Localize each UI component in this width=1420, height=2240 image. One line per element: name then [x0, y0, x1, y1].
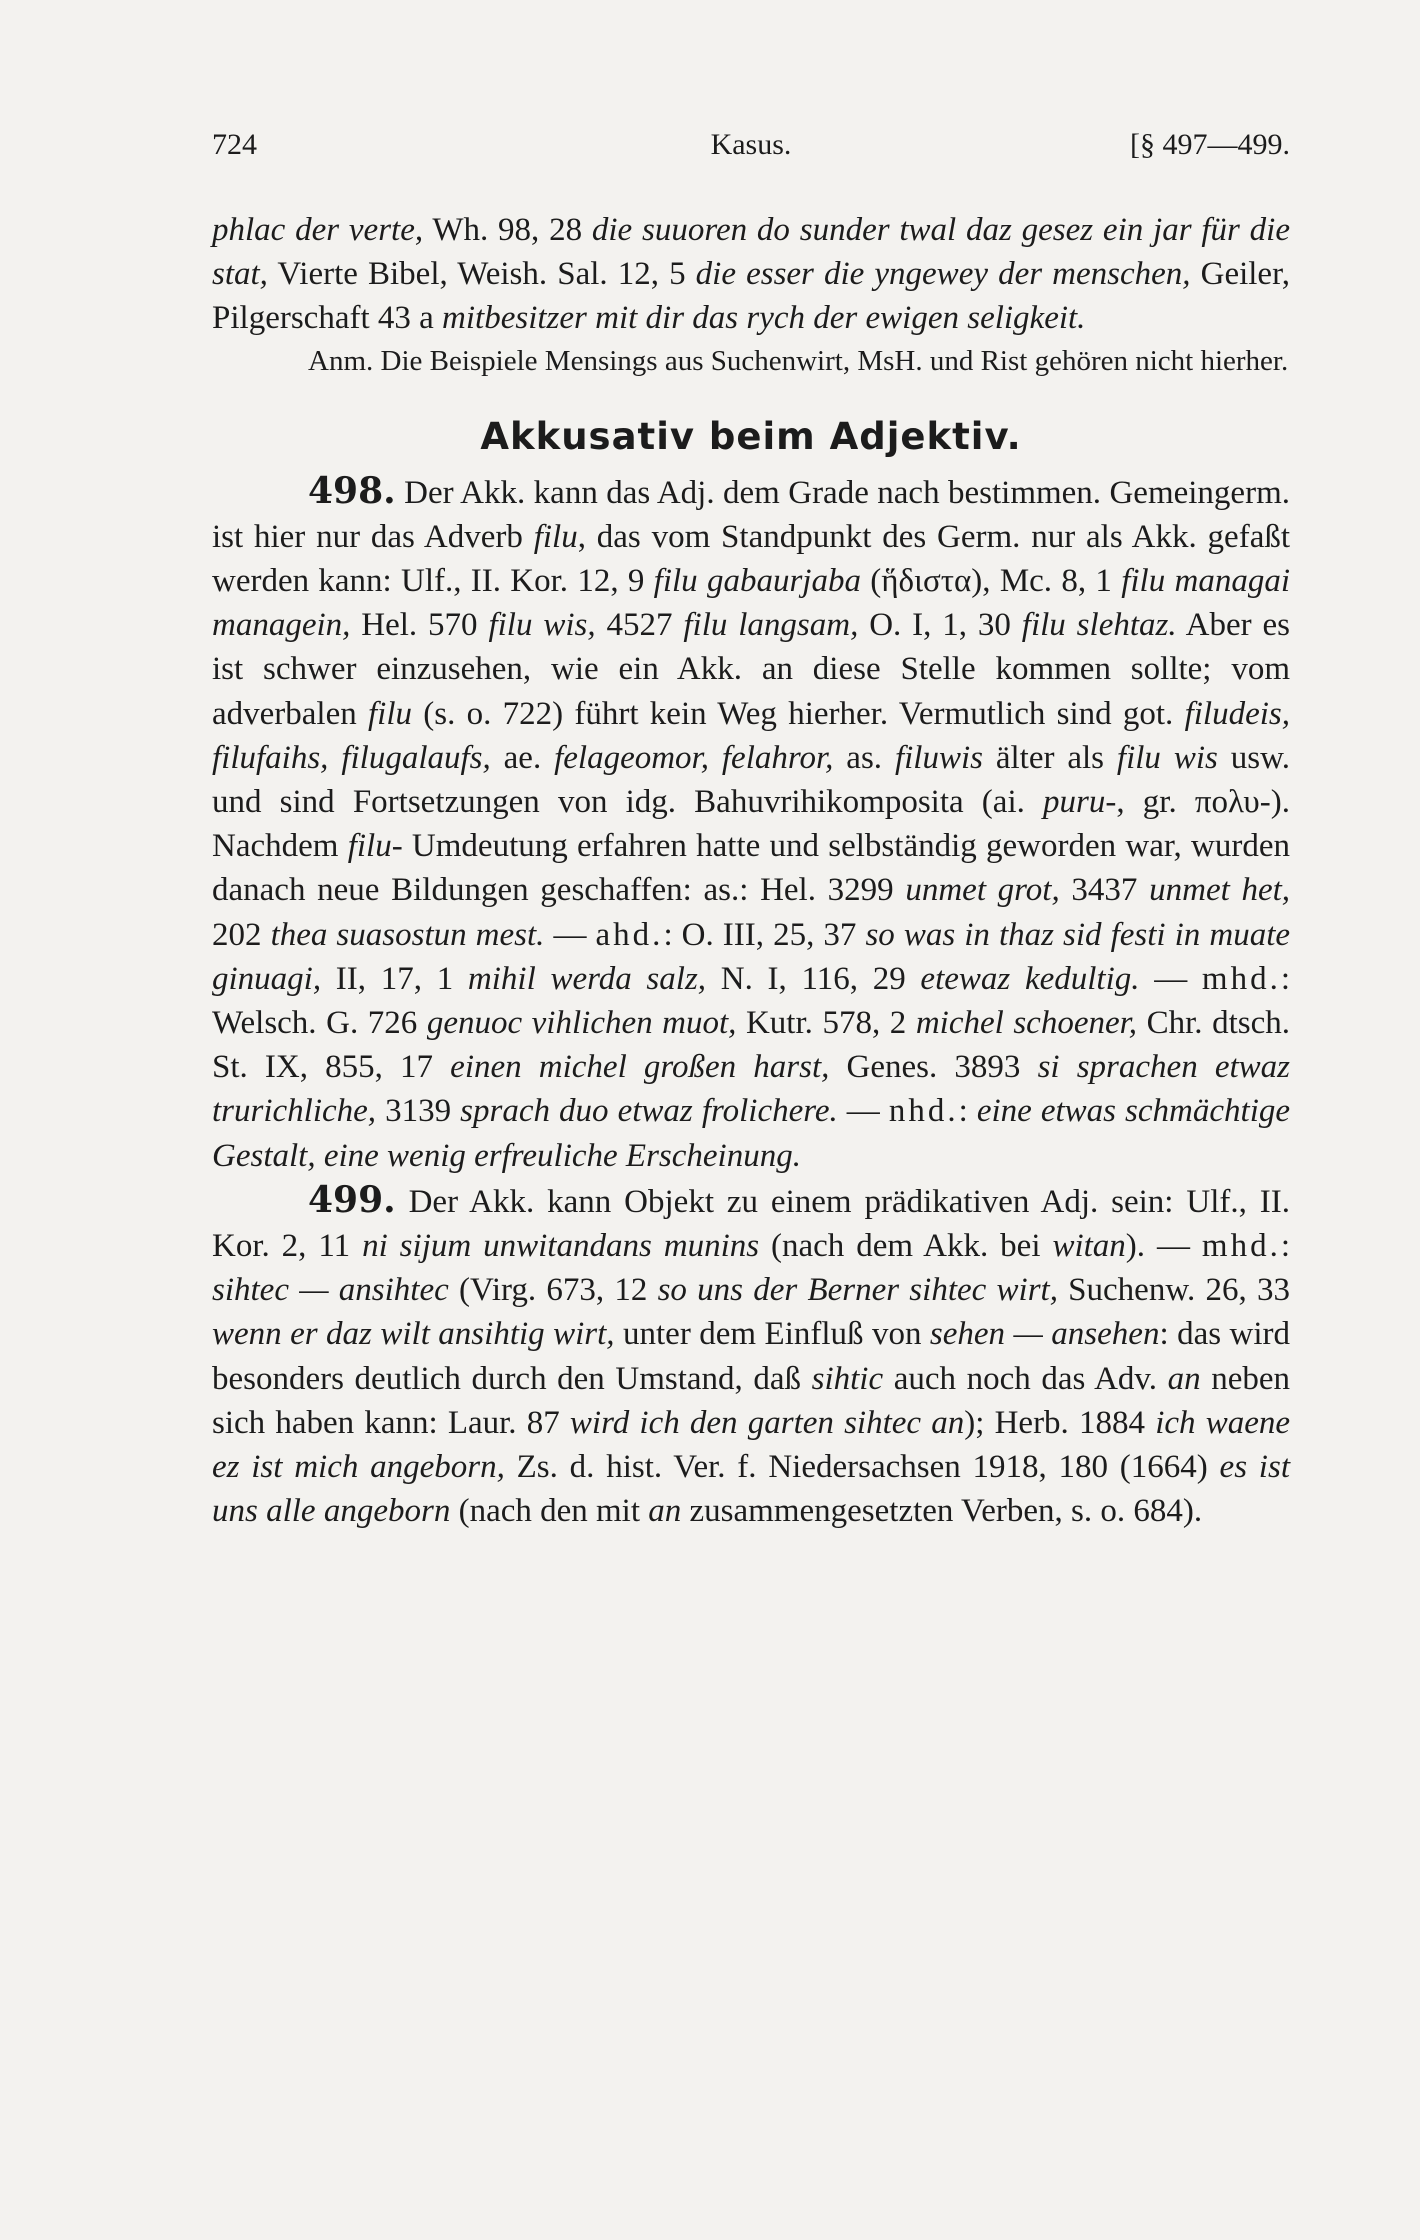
italic-run: filu langsam, — [683, 607, 859, 644]
italic-run: genuoc vihlichen muot, — [426, 1005, 737, 1042]
intro-ref: Wh. 98, 28 — [423, 212, 592, 248]
text-run: O. I, 1, 30 — [858, 607, 1022, 644]
italic-run: sehen — ansehen — [929, 1316, 1160, 1353]
italic-run: filu slehtaz. — [1021, 607, 1177, 644]
italic-run: si sprachen etwaz trurichliche, — [212, 1049, 1291, 1130]
spaced-run: ahd. — [595, 916, 664, 953]
italic-run: filu — [533, 518, 578, 555]
text-run: ae. — [490, 739, 555, 776]
text-run: , gr. πολυ-). Nachdem — [212, 784, 1290, 865]
text-run: Zs. d. hist. Ver. f. Niedersachsen 1918, 180 (1664) — [504, 1449, 1220, 1486]
italic-run: filu managai managein, — [212, 563, 1290, 644]
intro-ref: Vierte Bibel, Weish. Sal. 12, 5 — [267, 256, 696, 293]
italic-run: so was in thaz sid festi in muate ginuagi, — [212, 916, 1291, 997]
text-run: (nach dem Akk. bei — [759, 1228, 1053, 1265]
italic-run: felageomor, felahror, — [554, 739, 834, 776]
text-run: as. — [833, 739, 895, 776]
italic-run: sprach duo etwaz frolichere. — [460, 1093, 838, 1130]
italic-run: filu — [368, 695, 413, 732]
italic-run: wird ich den garten sihtec an — [569, 1404, 965, 1441]
text-run: 202 — [212, 916, 271, 953]
text-run: : das wird besonders deutlich durch den Umstand, daß — [212, 1316, 1291, 1397]
text-run: : — [958, 1093, 977, 1130]
text-run: älter als — [982, 739, 1117, 776]
text-run: Hel. 570 — [350, 607, 489, 644]
section-heading: Akkusativ beim Adjektiv. — [480, 414, 1022, 458]
running-title: Kasus. — [710, 128, 792, 161]
section-range: [§ 497—499. — [1130, 128, 1290, 161]
page-body — [212, 208, 1290, 1533]
italic-run: an — [1167, 1360, 1201, 1397]
italic-run: es ist uns alle angeborn — [212, 1449, 1290, 1530]
text-run: zusammengesetzten Verben, s. o. 684). — [681, 1493, 1203, 1530]
text-run: 4527 — [595, 607, 684, 644]
paragraph-number: 498. — [308, 469, 396, 512]
intro-quote: die esser die yngewey der menschen, — [695, 256, 1191, 293]
italic-run: sihtic — [811, 1360, 884, 1397]
italic-run: unmet grot, — [905, 872, 1060, 909]
italic-run: einen michel großen harst, — [450, 1049, 830, 1086]
text-run: Aber es ist schwer einzusehen, wie ein Akk. an diese Stelle kommen sollte; vom adverbalen — [212, 607, 1290, 732]
italic-run: eine etwas schmächtige Gestalt, eine wenig erfreuliche Erscheinung. — [212, 1093, 1291, 1174]
paragraph-498 — [212, 469, 1290, 1178]
text-run: 3139 — [376, 1093, 461, 1130]
spaced-run: mhd. — [1201, 1228, 1281, 1265]
italic-run: michel schoener, — [915, 1005, 1138, 1042]
paragraph-499 — [212, 1178, 1290, 1534]
text-run: 3437 — [1059, 872, 1150, 909]
text-run: (ἥδιστα), Mc. 8, 1 — [860, 563, 1122, 600]
intro-quote: die suuoren do sunder twal daz gesez ein jar für die stat, — [212, 212, 1290, 293]
spaced-run: mhd. — [1201, 960, 1281, 997]
intro-quote: mitbesitzer mit dir das rych der ewigen seligkeit. — [442, 300, 1086, 337]
intro-quote: phlac der verte, — [212, 212, 424, 248]
text-run: Genes. 3893 — [829, 1049, 1038, 1086]
italic-run: filu wis — [1116, 739, 1218, 776]
paragraph-number: 499. — [308, 1178, 396, 1221]
italic-run: so uns der Berner sihtec wirt, — [657, 1272, 1058, 1309]
annotation-note: Anm. Die Beispiele Mensings aus Suchenwirt, MsH. und Rist gehören nicht hierher. — [308, 344, 1289, 377]
text-run: Kutr. 578, 2 — [736, 1005, 916, 1042]
italic-run: filuwis — [894, 739, 983, 776]
text-run: Umdeutung erfahren hatte und selbständig geworden war, wurden danach neue Bildungen geschaffen: as.: Hel. 3299 — [212, 828, 1290, 909]
text-run: : — [1280, 1228, 1290, 1265]
spaced-run: nhd. — [888, 1093, 959, 1130]
text-run: — — [837, 1093, 889, 1130]
text-run: (nach den mit — [450, 1493, 649, 1530]
italic-run: filu- — [347, 828, 403, 865]
text-run: II, 17, 1 — [321, 960, 468, 997]
text-run: unter dem Einfluß von — [614, 1316, 930, 1353]
text-run: neben sich haben kann: Laur. 87 — [212, 1360, 1290, 1441]
italic-run: ich waene ez ist mich angeborn, — [212, 1404, 1290, 1486]
text-run: — — [544, 916, 596, 953]
text-run: : Welsch. G. 726 — [212, 960, 1291, 1042]
italic-run: filu gabaurjaba — [653, 563, 861, 600]
intro-ref: Geiler, Pilgerschaft 43 a — [212, 256, 1291, 337]
page-number: 724 — [212, 128, 257, 161]
italic-run: filu wis, — [488, 607, 596, 644]
italic-run: witan — [1052, 1228, 1126, 1265]
italic-run: filudeis, filufaihs, filugalaufs, — [212, 695, 1290, 776]
text-run: Suchenw. 26, 33 — [1057, 1272, 1290, 1309]
text-run: Der Akk. kann Objekt zu einem prädikativen Adj. sein: Ulf., II. Kor. 2, 11 — [212, 1183, 1290, 1265]
italic-run: an — [648, 1493, 682, 1530]
italic-run: puru- — [1043, 784, 1117, 821]
text-run: — — [1139, 960, 1202, 997]
text-run: ); Herb. 1884 — [964, 1404, 1156, 1441]
text-run: (Virg. 673, 12 — [448, 1272, 658, 1309]
text-run: Der Akk. kann das Adj. dem Grade nach bestimmen. Gemeingerm. ist hier nur das Adverb — [212, 474, 1290, 555]
text-run: usw. und sind Fortsetzungen von idg. Bahuvrihikomposita (ai. — [212, 739, 1291, 821]
text-run: : O. III, 25, 37 — [663, 916, 866, 953]
text-run: Chr. dtsch. St. IX, 855, 17 — [212, 1005, 1291, 1086]
italic-run: unmet het, — [1149, 872, 1291, 909]
italic-run: sihtec — ansihtec — [212, 1272, 449, 1309]
text-run: (s. o. 722) führt kein Weg hierher. Vermutlich sind got. — [412, 695, 1185, 732]
italic-run: etewaz kedultig. — [920, 960, 1140, 997]
italic-run: wenn er daz wilt ansihtig wirt, — [212, 1316, 615, 1353]
italic-run: thea suasostun mest. — [270, 916, 545, 953]
text-run: N. I, 116, 29 — [706, 960, 921, 997]
text-run: , das vom Standpunkt des Germ. nur als Akk. gefaßt werden kann: Ulf., II. Kor. 12, 9 — [212, 518, 1291, 600]
text-run: ). — — [1125, 1228, 1202, 1265]
intro-paragraph — [212, 208, 1290, 341]
running-header — [212, 128, 1290, 172]
italic-run: mihil werda salz, — [467, 960, 707, 997]
italic-run: ni sijum unwitandans munins — [362, 1228, 760, 1265]
text-run: auch noch das Adv. — [883, 1360, 1168, 1397]
